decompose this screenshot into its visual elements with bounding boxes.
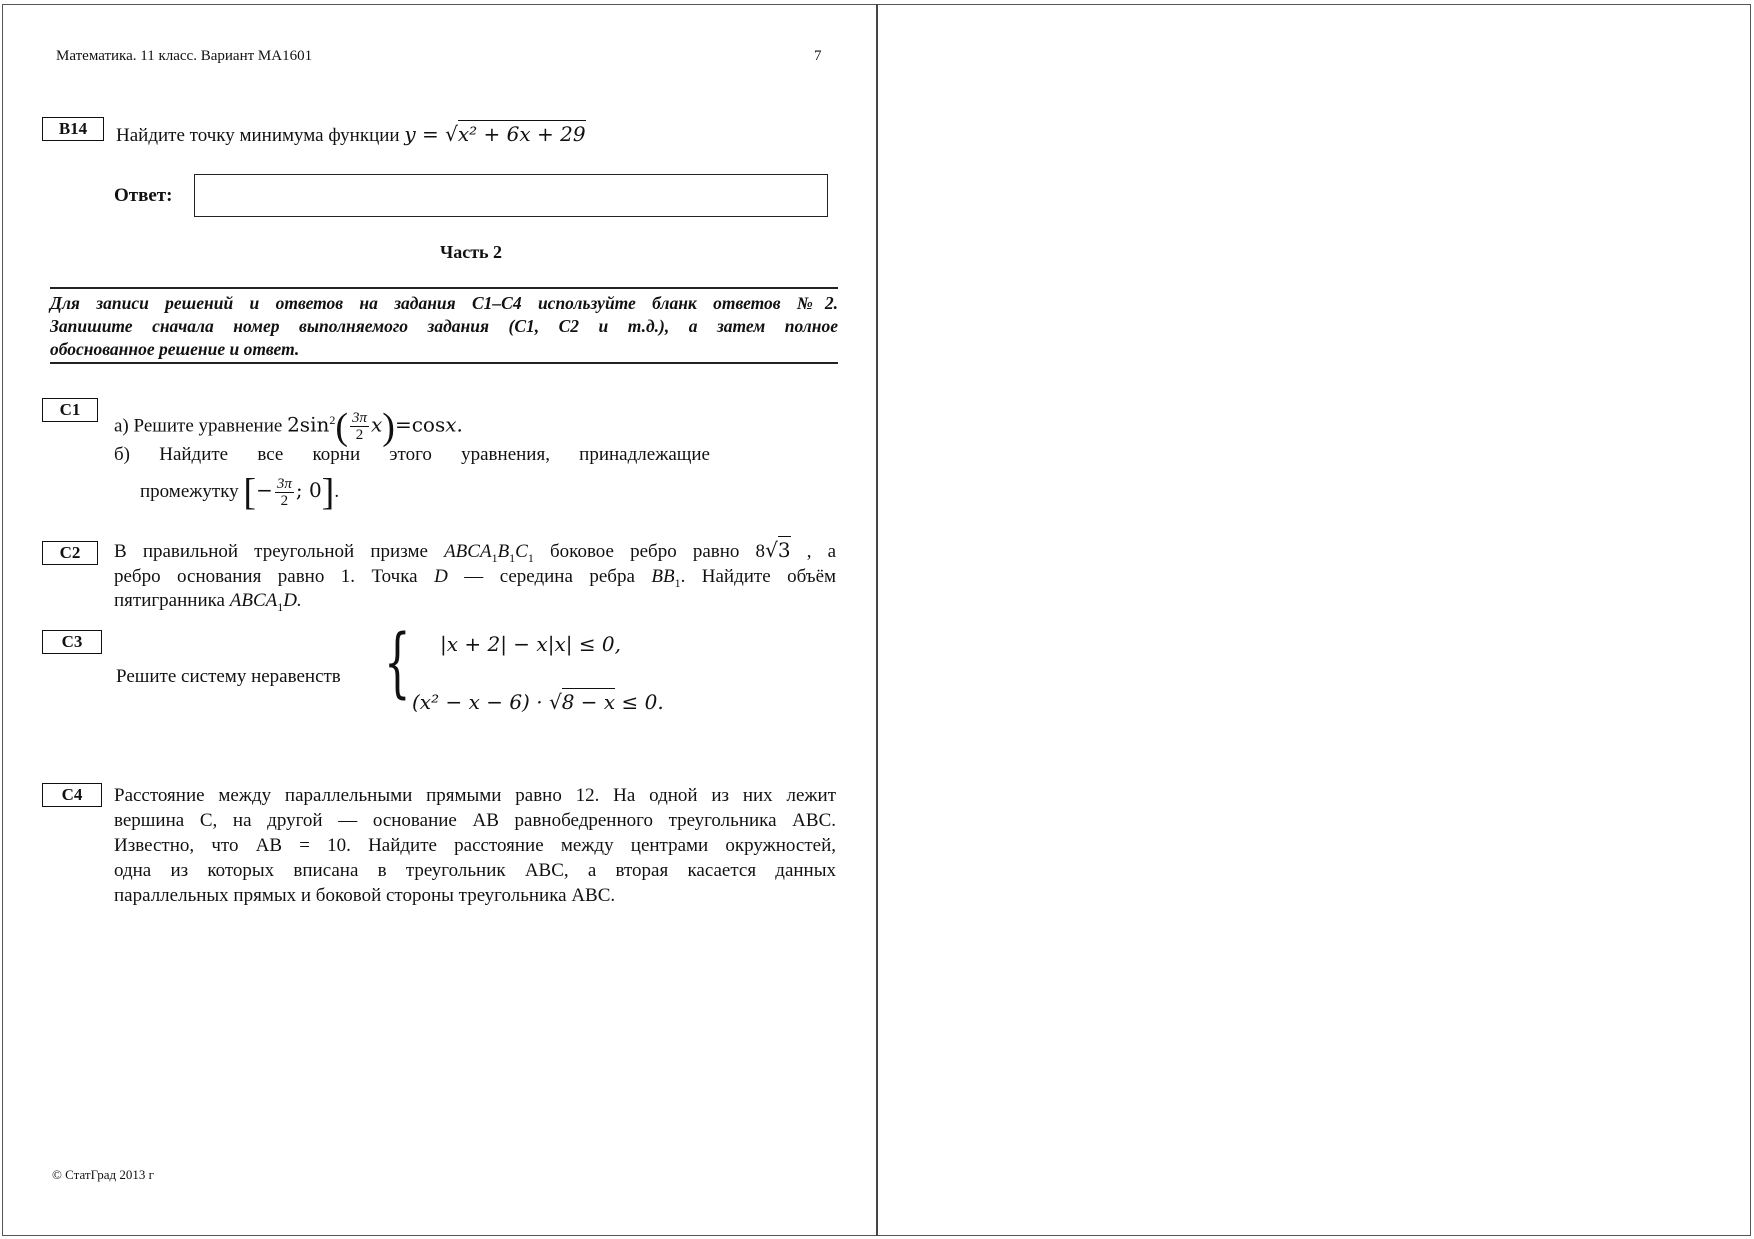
footer-copyright: © СтатГрад 2013 г — [52, 1167, 154, 1182]
c3-text: Решите систему неравенств — [116, 666, 341, 687]
c2-line3: пятигранника $ABCA_1D$. — [114, 590, 302, 614]
c1-rhs: =cos — [394, 412, 446, 437]
part2-instruction-line2: Запишите сначала номер выполняемого задания (С1, С2 и т.д.), а затем полное — [50, 316, 838, 336]
b14-question: Найдите точку минимума функции y = √x² + 6x + 29 — [116, 122, 586, 146]
b14-text: Найдите точку минимума функции — [116, 125, 400, 146]
instruction-top-rule — [50, 287, 838, 289]
part2-instruction-line3: обоснованное решение и ответ. — [50, 339, 300, 359]
c4-line2: вершина C, на другой — основание AB равнобедренного треугольника ABC. — [114, 810, 836, 831]
c3-system-brace: { — [384, 617, 411, 706]
page-fold-divider — [876, 4, 878, 1236]
c3-inequality-2: (x² − x − 6) · √8 − x ≤ 0. — [412, 690, 664, 714]
page-number: 7 — [814, 48, 822, 64]
task-label-c3: C3 — [42, 630, 102, 654]
task-label-c1: C1 — [42, 398, 98, 422]
c1-part-a: а) Решите уравнение $2\sin^2$( $\frac{3\pi}{2}$ x)=cosx. — [114, 405, 463, 448]
c1-var: x — [371, 412, 383, 437]
c1-interval-text: промежутку — [140, 481, 239, 502]
task-label-b14: B14 — [42, 117, 104, 141]
c4-line5: параллельных прямых и боковой стороны треугольника ABC. — [114, 885, 616, 906]
b14-formula-lhs: y = — [404, 122, 446, 146]
c1-rhs-var: x. — [445, 412, 463, 437]
b14-answer-label: Ответ: — [114, 185, 173, 206]
c1-part-b-line1: б) Найдите все корни этого уравнения, принадлежащие — [114, 444, 710, 465]
c4-line1: Расстояние между параллельными прямыми равно 12. На одной из них лежит — [114, 785, 836, 806]
c4-line4: одна из которых вписана в треугольник ABC, а вторая касается данных — [114, 860, 836, 881]
task-label-c4: C4 — [42, 783, 102, 807]
c1-sin: 2sin — [287, 412, 330, 437]
c3-inequality-1: |x + 2| − x|x| ≤ 0, — [440, 632, 622, 656]
b14-formula-radicand: x² + 6x + 29 — [457, 122, 586, 146]
c4-line3: Известно, что AB = 10. Найдите расстояние между центрами окружностей, — [114, 835, 836, 856]
c1-fraction: $\frac{3\pi}{2}$ — [352, 410, 368, 444]
c1-sin-power: 2 — [329, 413, 336, 427]
page-header-title: Математика. 11 класс. Вариант МА1601 — [56, 48, 313, 64]
part2-instruction-line1: Для записи решений и ответов на задания С1–С4 используйте бланк ответов №2. — [50, 293, 838, 313]
c1-interval-fraction: $\frac{3\pi}{2}$ — [276, 476, 292, 510]
c2-line1: В правильной треугольной призме $ABCA_1B_1C_1$ боковое ребро равно 8√3 , а — [114, 538, 837, 565]
c2-line2: ребро основания равно 1. Точка D — середина ребра $BB_1$. Найдите объём — [114, 566, 837, 590]
part2-title: Часть 2 — [440, 242, 503, 262]
task-label-c2: C2 — [42, 541, 98, 565]
c1-interval-rest: ; 0 — [295, 478, 322, 502]
c1-part-a-text: а) Решите уравнение — [114, 415, 283, 437]
instruction-bottom-rule — [50, 362, 838, 364]
b14-answer-field[interactable] — [194, 174, 828, 217]
c1-part-b-line2: промежутку [− $\frac{3\pi}{2}$ ; 0]. — [140, 471, 340, 514]
c1-interval-minus: − — [256, 478, 273, 502]
